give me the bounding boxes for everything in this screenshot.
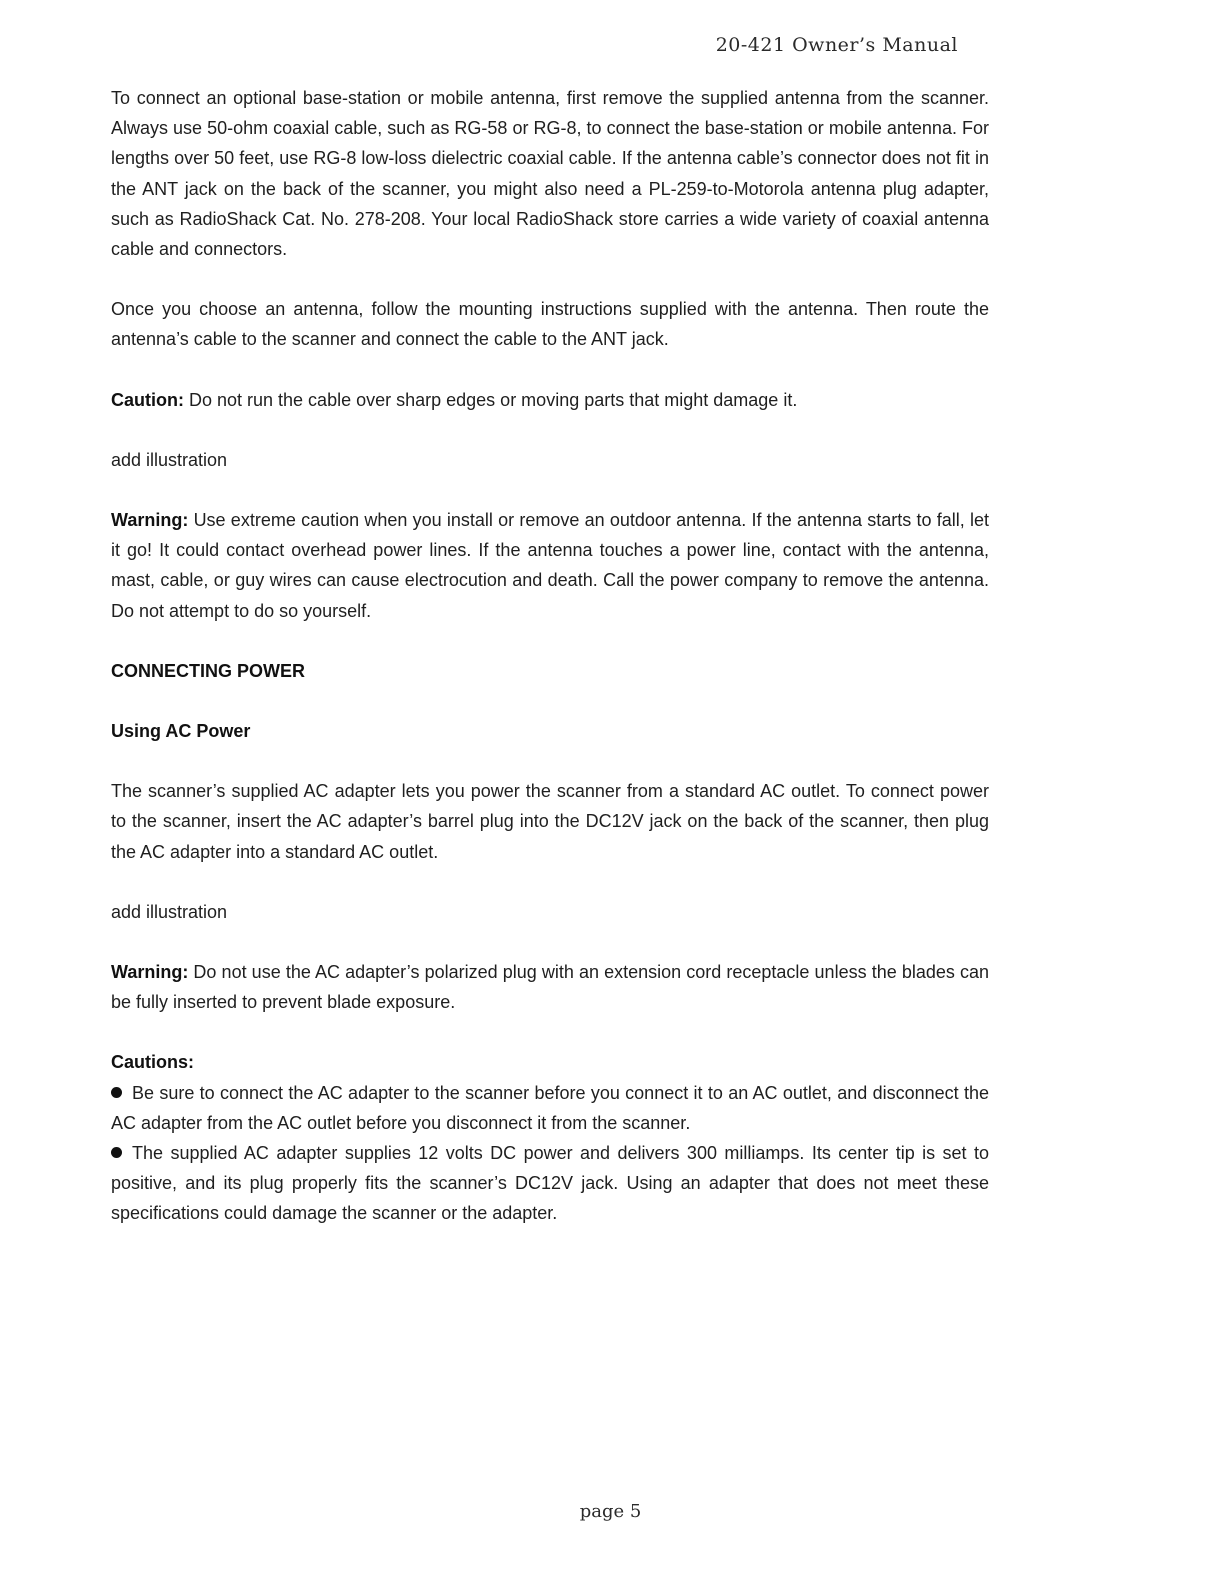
- warning-outdoor-antenna: [111, 505, 989, 626]
- caution-item-text: Be sure to connect the AC adapter to the scanner before you connect it to an AC outlet, and disconnect the AC adapter from the AC outlet before you disconnect it from the scanner.: [111, 1082, 989, 1133]
- running-header: 20-421 Owner’s Manual: [715, 34, 958, 56]
- warning-polarized-plug: [111, 957, 989, 1017]
- bullet-icon: [111, 1087, 122, 1098]
- illustration-placeholder: add illustration: [111, 449, 228, 470]
- bullet-icon: [111, 1147, 122, 1158]
- page-number: page 5: [579, 1501, 642, 1522]
- caution-label: Caution:: [111, 389, 184, 410]
- cautions-title: Cautions:: [111, 1052, 194, 1073]
- paragraph-antenna-mounting: Once you choose an antenna, follow the mounting instructions supplied with the antenna. Then route the antenna’s cable to the scanner and connect the cable to the ANT jack.: [111, 299, 989, 350]
- page-content: [111, 83, 989, 1229]
- caution-item-text: The supplied AC adapter supplies 12 volts DC power and delivers 300 milliamps. Its center tip is set to positive, and its plug properly fits the scanner’s DC12V jack. Using an adapter that does not meet these specifications could damage the scanner or the adapter.: [111, 1143, 989, 1224]
- subheading-using-ac-power: Using AC Power: [111, 721, 251, 742]
- caution-text: Do not run the cable over sharp edges or moving parts that might damage it.: [183, 389, 798, 410]
- illustration-placeholder: add illustration: [111, 901, 228, 922]
- warning-text: Do not use the AC adapter’s polarized plug with an extension cord receptacle unless the blades can be fully inserted to prevent blade exposure.: [111, 962, 989, 1013]
- warning-text: Use extreme caution when you install or remove an outdoor antenna. If the antenna starts to fall, let it go! It could contact overhead power lines. If the antenna touches a power line, contact with the antenna, mast, cable, or guy wires can cause electrocution and death. Call the power company to remove the antenna. Do not attempt to do so yourself.: [111, 510, 989, 621]
- caution-cable: [111, 385, 989, 415]
- warning-label: Warning:: [111, 962, 189, 983]
- paragraph-ac-adapter: The scanner’s supplied AC adapter lets you power the scanner from a standard AC outlet. To connect power to the scanner, insert the AC adapter’s barrel plug into the DC12V jack on the back of the scanner, then plug the AC adapter into a standard AC outlet.: [111, 781, 989, 862]
- caution-list-item: [111, 1078, 989, 1138]
- caution-list-item: [111, 1138, 989, 1229]
- section-heading-connecting-power: CONNECTING POWER: [111, 660, 306, 681]
- warning-label: Warning:: [111, 510, 189, 531]
- paragraph-antenna-connection: To connect an optional base-station or mobile antenna, first remove the supplied antenna from the scanner. Always use 50-ohm coaxial cable, such as RG-58 or RG-8, to connect the base-station or mobile antenna. For lengths over 50 feet, use RG-8 low-loss dielectric coaxial cable. If the antenna cable’s connector does not fit in the ANT jack on the back of the scanner, you might also need a PL-259-to-Motorola antenna plug adapter, such as RadioShack Cat. No. 278-208. Your local RadioShack store carries a wide variety of coaxial antenna cable and connectors.: [111, 88, 989, 260]
